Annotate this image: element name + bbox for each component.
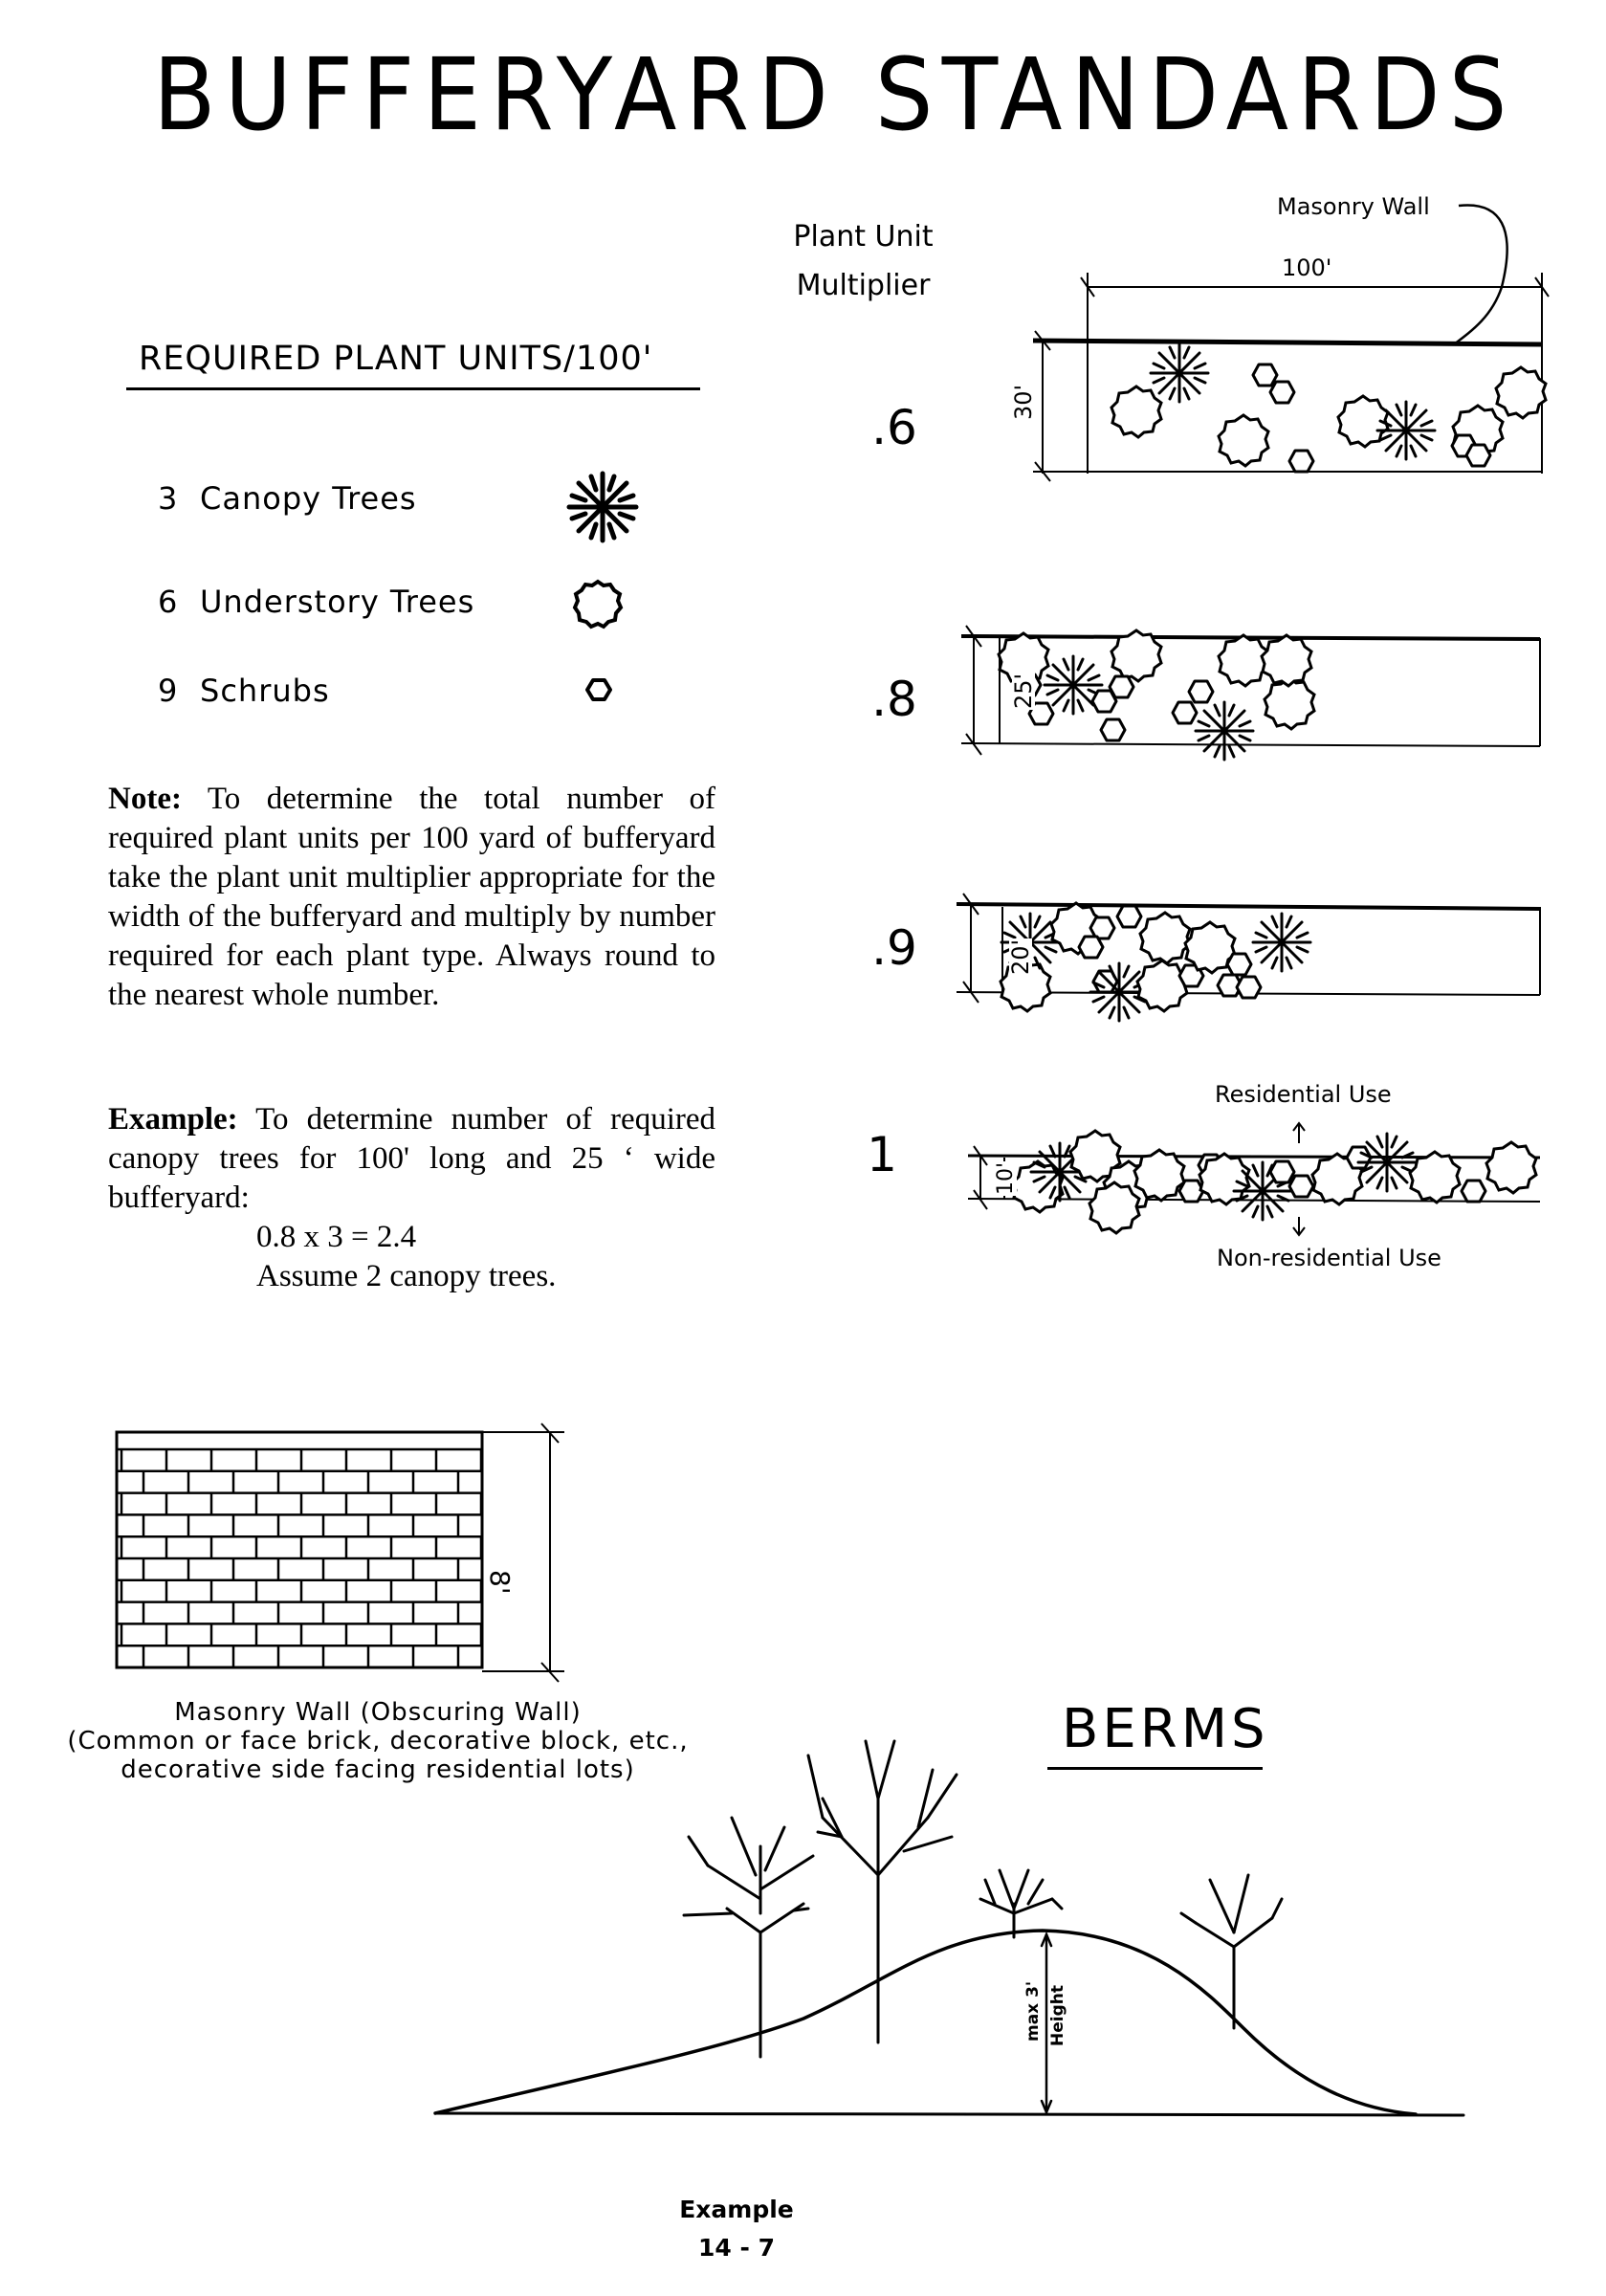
width-label-30ft: 30'	[1010, 384, 1037, 420]
example-text: To determine number of required canopy trees for 100' long and 25 ‘ wide bufferyard:	[108, 1102, 715, 1215]
ground-line	[435, 2113, 1463, 2115]
page-number: 14 - 7	[698, 2234, 775, 2262]
multiplier-heading-line1: Plant Unit	[793, 220, 934, 254]
example-result: Assume 2 canopy trees.	[256, 1259, 557, 1293]
berm-height-label: Height	[1048, 1985, 1067, 2046]
wall-caption-line2: (Common or face brick, decorative block, etc.,	[67, 1727, 689, 1755]
multiplier-value-20ft: .9	[871, 920, 917, 976]
width-label-10ft: 10'	[994, 1161, 1018, 1195]
berm-profile	[435, 1931, 1416, 2114]
example-lead: Example:	[108, 1102, 238, 1137]
residential-use-label: Residential Use	[1215, 1081, 1392, 1108]
page-title: BUFFERYARD STANDARDS	[153, 36, 1516, 153]
wall-caption-line1: Masonry Wall (Obscuring Wall)	[174, 1698, 582, 1727]
width-label-25ft: 25'	[1010, 673, 1037, 709]
nonresidential-use-label: Non-residential Use	[1217, 1245, 1441, 1271]
width-label-20ft: 20'	[1007, 938, 1034, 975]
footer-label: Example	[679, 2196, 794, 2223]
multiplier-heading-line2: Multiplier	[796, 269, 931, 302]
tree-4	[1181, 1875, 1282, 2028]
multiplier-value-25ft: .8	[871, 672, 917, 727]
plant-unit-count: 3	[158, 480, 179, 517]
plant-unit-count: 9	[158, 673, 179, 709]
berm-max-height-label: max 3'	[1023, 1980, 1043, 2042]
plant-unit-count: 6	[158, 584, 179, 620]
note-lead: Note:	[108, 782, 182, 816]
length-dimension-label: 100'	[1282, 254, 1332, 281]
shrub-tree	[980, 1870, 1062, 1937]
masonry-wall-callout: Masonry Wall	[1277, 193, 1430, 220]
plant-unit-label: Schrubs	[200, 673, 330, 709]
page-footer	[660, 2191, 813, 2267]
wall-height-label: 8'	[484, 1570, 516, 1595]
example-formula: 0.8 x 3 = 2.4	[256, 1220, 417, 1254]
multiplier-value-10ft: 1	[867, 1127, 897, 1182]
plant-unit-label: Canopy Trees	[200, 480, 417, 517]
note-text: To determine the total number of required plant units per 100 yard of bufferyard take the plant unit multiplier appropriate for the width of the bufferyard and multiply by number required for each plant type. Always round to the nearest whole number.	[108, 782, 715, 1012]
plant-units-heading: REQUIRED PLANT UNITS/100'	[139, 340, 653, 378]
berms-heading: BERMS	[1062, 1698, 1269, 1760]
multiplier-value-30ft: .6	[871, 400, 917, 455]
wall-caption-line3: decorative side facing residential lots)	[121, 1755, 635, 1784]
plant-unit-label: Understory Trees	[200, 584, 475, 620]
tree-2	[808, 1741, 957, 2042]
